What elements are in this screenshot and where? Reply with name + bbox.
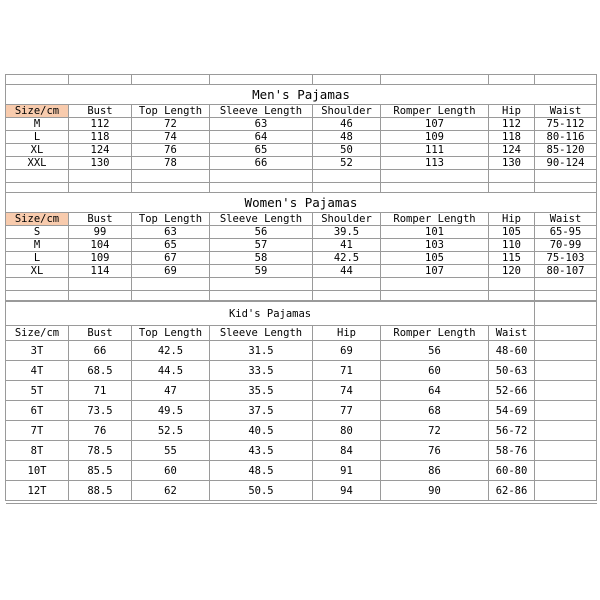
table-cell: 44	[313, 265, 381, 278]
table-cell: 107	[381, 265, 489, 278]
table-row	[6, 118, 597, 131]
table-cell: 112	[69, 118, 132, 131]
table-cell: 85-120	[535, 144, 597, 157]
womens-header-hip: Hip	[489, 213, 535, 226]
table-cell: 40.5	[210, 421, 313, 441]
table-cell: 6T	[6, 401, 69, 421]
table-cell: XXL	[6, 157, 69, 170]
table-cell: 49.5	[132, 401, 210, 421]
table-cell: 105	[489, 226, 535, 239]
table-cell: 124	[489, 144, 535, 157]
table-cell: 60-80	[489, 461, 535, 481]
table-cell: 8T	[6, 441, 69, 461]
table-cell: 109	[69, 252, 132, 265]
table-cell: 78	[132, 157, 210, 170]
womens-title: Women's Pajamas	[6, 193, 597, 213]
kids-header-row	[6, 326, 597, 341]
table-cell: M	[6, 239, 69, 252]
table-cell: 111	[381, 144, 489, 157]
table-cell: XL	[6, 144, 69, 157]
table-cell: 76	[132, 144, 210, 157]
table-cell: 91	[313, 461, 381, 481]
table-cell: 112	[489, 118, 535, 131]
mens-header-hip: Hip	[489, 105, 535, 118]
table-cell: 44.5	[132, 361, 210, 381]
table-row	[6, 421, 597, 441]
table-cell: 113	[381, 157, 489, 170]
table-cell: 76	[381, 441, 489, 461]
table-cell: 77	[313, 401, 381, 421]
table-cell: 68.5	[69, 361, 132, 381]
table-cell: S	[6, 226, 69, 239]
table-cell: 66	[210, 157, 313, 170]
size-chart-table	[5, 74, 597, 301]
mens-header-top-length: Top Length	[132, 105, 210, 118]
table-row	[6, 265, 597, 278]
table-cell: L	[6, 131, 69, 144]
womens-header-sleeve-length: Sleeve Length	[210, 213, 313, 226]
table-row	[6, 157, 597, 170]
table-cell: 120	[489, 265, 535, 278]
mens-header-size: Size/cm	[6, 105, 69, 118]
table-cell: 56-72	[489, 421, 535, 441]
table-cell: 75-112	[535, 118, 597, 131]
table-cell: 58	[210, 252, 313, 265]
table-row	[6, 239, 597, 252]
table-cell: 52.5	[132, 421, 210, 441]
table-row	[6, 252, 597, 265]
table-row	[6, 341, 597, 361]
table-row	[6, 401, 597, 421]
womens-header-shoulder: Shoulder	[313, 213, 381, 226]
table-cell: 115	[489, 252, 535, 265]
table-cell: 70-99	[535, 239, 597, 252]
table-cell: 39.5	[313, 226, 381, 239]
kids-header-bust: Bust	[69, 326, 132, 341]
table-cell: 73.5	[69, 401, 132, 421]
table-cell: 71	[69, 381, 132, 401]
table-cell: 84	[313, 441, 381, 461]
table-cell: 72	[381, 421, 489, 441]
kids-header-sleeve-length: Sleeve Length	[210, 326, 313, 341]
womens-header-bust: Bust	[69, 213, 132, 226]
table-cell: 50	[313, 144, 381, 157]
table-cell: 88.5	[69, 481, 132, 501]
table-cell: 47	[132, 381, 210, 401]
table-cell: 130	[69, 157, 132, 170]
mens-header-sleeve-length: Sleeve Length	[210, 105, 313, 118]
table-cell: 86	[381, 461, 489, 481]
table-cell: 12T	[6, 481, 69, 501]
table-cell: 54-69	[489, 401, 535, 421]
kids-header-waist: Waist	[489, 326, 535, 341]
table-cell: 48.5	[210, 461, 313, 481]
table-cell: 104	[69, 239, 132, 252]
table-cell: 46	[313, 118, 381, 131]
table-cell: 74	[313, 381, 381, 401]
table-cell: 94	[313, 481, 381, 501]
table-cell: 52	[313, 157, 381, 170]
table-cell: 78.5	[69, 441, 132, 461]
table-cell: 109	[381, 131, 489, 144]
table-cell: 63	[210, 118, 313, 131]
table-cell: 58-76	[489, 441, 535, 461]
table-cell: 5T	[6, 381, 69, 401]
table-cell: 80	[313, 421, 381, 441]
table-cell: L	[6, 252, 69, 265]
table-cell: 60	[381, 361, 489, 381]
table-cell: 42.5	[313, 252, 381, 265]
table-cell: 50.5	[210, 481, 313, 501]
table-cell: 4T	[6, 361, 69, 381]
table-cell: 33.5	[210, 361, 313, 381]
table-cell: 50-63	[489, 361, 535, 381]
table-cell: 62	[132, 481, 210, 501]
table-cell: 63	[132, 226, 210, 239]
size-chart-sheet	[5, 74, 596, 504]
table-cell: 101	[381, 226, 489, 239]
table-cell: 48-60	[489, 341, 535, 361]
mens-title: Men's Pajamas	[6, 85, 597, 105]
table-cell: 43.5	[210, 441, 313, 461]
table-row	[6, 131, 597, 144]
table-cell: 114	[69, 265, 132, 278]
table-cell: 130	[489, 157, 535, 170]
table-cell: 56	[210, 226, 313, 239]
table-cell: 74	[132, 131, 210, 144]
womens-title-row	[6, 193, 597, 213]
table-cell: 118	[69, 131, 132, 144]
table-cell: 103	[381, 239, 489, 252]
womens-header-top-length: Top Length	[132, 213, 210, 226]
table-cell: 65-95	[535, 226, 597, 239]
womens-header-size: Size/cm	[6, 213, 69, 226]
table-cell: 107	[381, 118, 489, 131]
table-cell: 80-107	[535, 265, 597, 278]
mens-header-waist: Waist	[535, 105, 597, 118]
kids-title: Kid's Pajamas	[6, 302, 535, 326]
table-cell: 99	[69, 226, 132, 239]
womens-header-row	[6, 213, 597, 226]
table-cell: 75-103	[535, 252, 597, 265]
kids-title-row	[6, 302, 597, 326]
table-cell: 71	[313, 361, 381, 381]
kids-header-top-length: Top Length	[132, 326, 210, 341]
mens-header-bust: Bust	[69, 105, 132, 118]
table-cell: 42.5	[132, 341, 210, 361]
table-cell: 7T	[6, 421, 69, 441]
table-cell: 48	[313, 131, 381, 144]
table-cell: 31.5	[210, 341, 313, 361]
table-row	[6, 381, 597, 401]
kids-header-hip: Hip	[313, 326, 381, 341]
table-row	[6, 144, 597, 157]
table-cell: 64	[381, 381, 489, 401]
table-cell: 69	[313, 341, 381, 361]
table-cell: 64	[210, 131, 313, 144]
table-cell: 69	[132, 265, 210, 278]
mens-title-row	[6, 85, 597, 105]
table-cell: 62-86	[489, 481, 535, 501]
table-row	[6, 441, 597, 461]
table-cell: 85.5	[69, 461, 132, 481]
table-row	[6, 461, 597, 481]
table-row	[6, 226, 597, 239]
kids-header-romper-length: Romper Length	[381, 326, 489, 341]
womens-header-waist: Waist	[535, 213, 597, 226]
table-cell: 52-66	[489, 381, 535, 401]
mens-header-romper-length: Romper Length	[381, 105, 489, 118]
table-cell: 118	[489, 131, 535, 144]
table-row	[6, 481, 597, 501]
table-row	[6, 361, 597, 381]
table-cell: XL	[6, 265, 69, 278]
table-cell: 90	[381, 481, 489, 501]
womens-header-romper-length: Romper Length	[381, 213, 489, 226]
table-cell: 41	[313, 239, 381, 252]
table-cell: 80-116	[535, 131, 597, 144]
table-cell: 35.5	[210, 381, 313, 401]
table-cell: 76	[69, 421, 132, 441]
table-cell: 59	[210, 265, 313, 278]
table-cell: 10T	[6, 461, 69, 481]
table-cell: 124	[69, 144, 132, 157]
mens-header-row	[6, 105, 597, 118]
table-cell: 110	[489, 239, 535, 252]
table-cell: 68	[381, 401, 489, 421]
kids-size-table	[5, 301, 597, 504]
table-cell: 90-124	[535, 157, 597, 170]
table-cell: 56	[381, 341, 489, 361]
table-cell: M	[6, 118, 69, 131]
table-cell: 60	[132, 461, 210, 481]
table-cell: 37.5	[210, 401, 313, 421]
table-cell: 65	[210, 144, 313, 157]
table-cell: 57	[210, 239, 313, 252]
kids-header-size: Size/cm	[6, 326, 69, 341]
mens-header-shoulder: Shoulder	[313, 105, 381, 118]
table-cell: 3T	[6, 341, 69, 361]
table-cell: 105	[381, 252, 489, 265]
table-cell: 67	[132, 252, 210, 265]
table-cell: 72	[132, 118, 210, 131]
table-cell: 66	[69, 341, 132, 361]
table-cell: 65	[132, 239, 210, 252]
table-cell: 55	[132, 441, 210, 461]
